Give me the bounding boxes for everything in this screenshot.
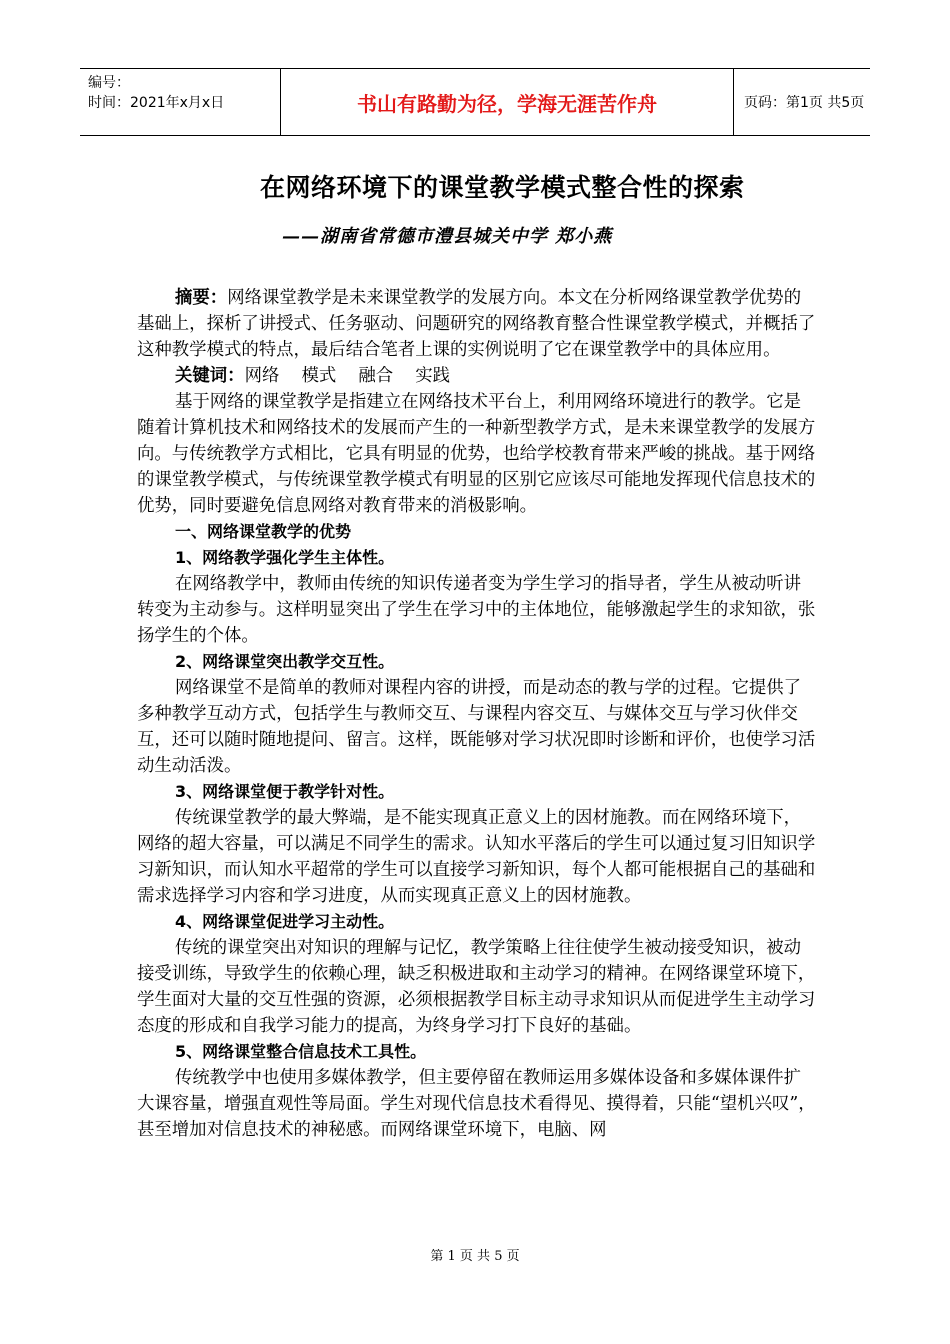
- page-footer: 第 1 页 共 5 页: [430, 1249, 520, 1264]
- point-text: 在网络教学中，教师由传统的知识传递者变为学生学习的指导者，学生从被动听讲转变为主动参与。这样明显突出了学生在学习中的主体地位，能够激起学生的求知欲，张扬学生的个体。: [137, 574, 816, 646]
- keywords-paragraph: [137, 363, 817, 389]
- number-label: 编号：: [88, 75, 130, 91]
- keywords-text: 网络 模式 融合 实践: [244, 366, 451, 386]
- document-header: [80, 68, 870, 136]
- motto-text: 书山有路勤为径，学海无涯苦作舟: [357, 91, 657, 116]
- section-heading: 一、网络课堂教学的优势: [175, 522, 352, 541]
- point-text: 传统课堂教学的最大弊端，是不能实现真正意义上的因材施教。而在网络环境下，网络的超大容量，可以满足不同学生的需求。认知水平落后的学生可以通过复习旧知识学习新知识，而认知水平超常的学生可以直接学习新知识，每个人都可能根据自己的基础和需求选择学习内容和学习进度，从而实现真正意义上的因材施教。: [137, 808, 816, 906]
- header-meta: [88, 73, 224, 113]
- point-heading: 1、网络教学强化学生主体性。: [175, 548, 395, 567]
- point-heading: 5、网络课堂整合信息技术工具性。: [175, 1042, 427, 1061]
- point-heading: 3、网络课堂便于教学针对性。: [175, 782, 395, 801]
- keywords-label: 关键词：: [175, 366, 245, 386]
- time-label: 时间：2021年x月x日: [88, 95, 225, 111]
- document-title: 在网络环境下的课堂教学模式整合性的探索: [260, 173, 745, 202]
- document-subtitle: ——湖南省常德市澧县城关中学 郑小燕: [282, 226, 613, 247]
- point-heading: 2、网络课堂突出教学交互性。: [175, 652, 395, 671]
- point-text: 网络课堂不是简单的教师对课程内容的讲授，而是动态的教与学的过程。它提供了多种教学互动方式，包括学生与教师交互、与课程内容交互、与媒体交互与学习伙伴交互，还可以随时随地提问、留言。这样，既能够对学习状况即时诊断和评价，也使学习活动生动活泼。: [137, 678, 816, 776]
- intro-paragraph: 基于网络的课堂教学是指建立在网络技术平台上，利用网络环境进行的教学。它是随着计算机技术和网络技术的发展而产生的一种新型教学方式，是未来课堂教学的发展方向。与传统教学方式相比，它具有明显的优势，也给学校教育带来严峻的挑战。基于网络的课堂教学模式，与传统课堂教学模式有明显的区别它应该尽可能地发挥现代信息技术的优势，同时要避免信息网络对教育带来的消极影响。: [137, 392, 816, 516]
- abstract-paragraph: [137, 285, 817, 363]
- page-info: 页码：第1页 共5页: [744, 95, 865, 111]
- point-text: 传统的课堂突出对知识的理解与记忆，教学策略上往往使学生被动接受知识，被动接受训练，导致学生的依赖心理，缺乏积极进取和主动学习的精神。在网络课堂环境下，学生面对大量的交互性强的资源，必须根据教学目标主动寻求知识从而促进学生主动学习态度的形成和自我学习能力的提高，为终身学习打下良好的基础。: [137, 938, 816, 1036]
- motto-cell: [280, 69, 734, 135]
- point-heading: 4、网络课堂促进学习主动性。: [175, 912, 395, 931]
- document-body: [137, 285, 817, 1143]
- point-text: 传统教学中也使用多媒体教学，但主要停留在教师运用多媒体设备和多媒体课件扩大课容量，增强直观性等局面。学生对现代信息技术看得见、摸得着，只能“望机兴叹”，甚至增加对信息技术的神秘感。而网络课堂环境下，电脑、网: [137, 1068, 816, 1140]
- abstract-label: 摘要：: [175, 288, 228, 308]
- abstract-text: 网络课堂教学是未来课堂教学的发展方向。本文在分析网络课堂教学优势的基础上，探析了讲授式、任务驱动、问题研究的网络教育整合性课堂教学模式，并概括了这种教学模式的特点，最后结合笔者上课的实例说明了它在课堂教学中的具体应用。: [137, 288, 816, 360]
